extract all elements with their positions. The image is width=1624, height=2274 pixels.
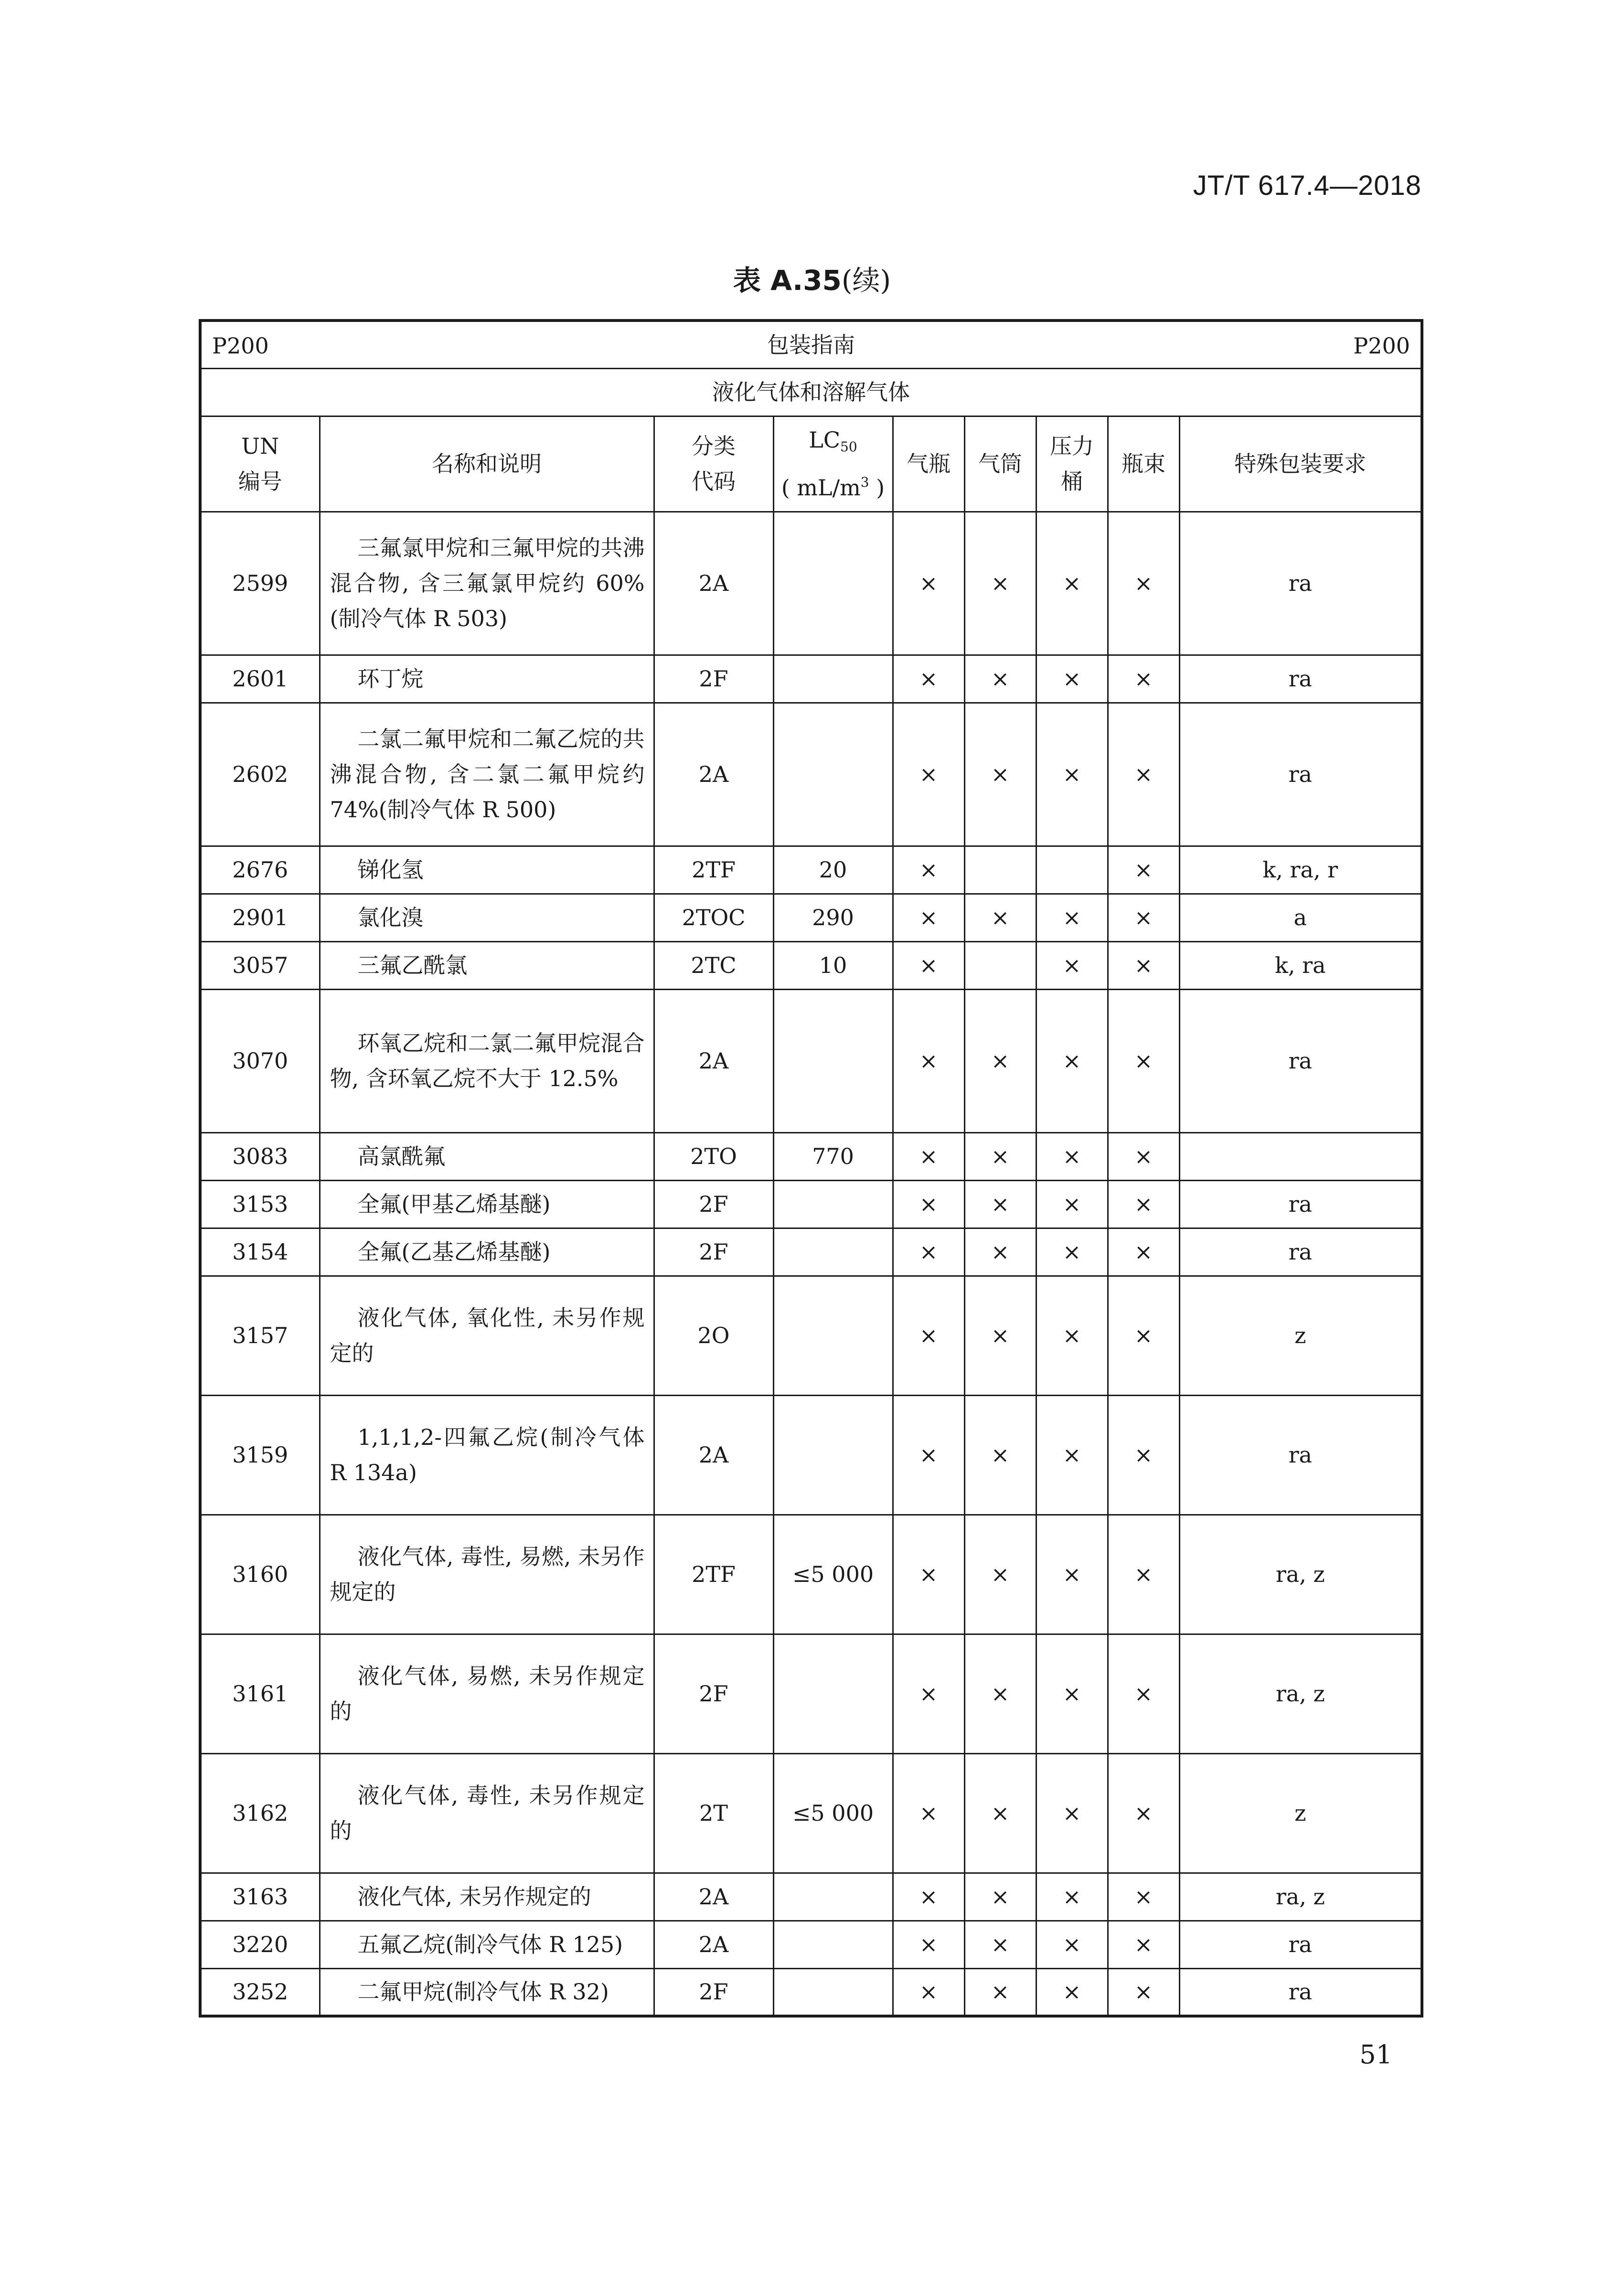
bundle-mark: × [1108, 894, 1179, 941]
class-code: 2TOC [654, 894, 773, 941]
table-row [200, 703, 1422, 846]
class-code: 2TC [654, 941, 773, 989]
un-number: 3159 [200, 1395, 320, 1515]
standard-code: JT/T 617.4—2018 [1193, 170, 1421, 201]
bundle-mark: × [1108, 989, 1179, 1132]
pressure-drum-mark: × [1036, 989, 1108, 1132]
pressure-drum-mark: × [1036, 703, 1108, 846]
tube-mark: × [964, 1921, 1036, 1968]
cylinder-mark: × [893, 989, 964, 1132]
cylinder-mark: × [893, 1968, 964, 2016]
bundle-mark: × [1108, 1753, 1179, 1873]
special-requirement: ra [1179, 512, 1422, 655]
special-requirement: z [1179, 1276, 1422, 1395]
col-class-code: 分类 代码 [654, 416, 773, 512]
un-number: 3057 [200, 941, 320, 989]
section-title: 液化气体和溶解气体 [200, 368, 1422, 416]
class-code: 2F [654, 1180, 773, 1228]
un-number: 3160 [200, 1515, 320, 1634]
tube-mark: × [964, 703, 1036, 846]
class-code: 2A [654, 1873, 773, 1921]
tube-mark: × [964, 1515, 1036, 1634]
pressure-drum-mark: × [1036, 1921, 1108, 1968]
special-requirement [1179, 1132, 1422, 1180]
table-title-suffix: (续) [841, 264, 891, 297]
pressure-drum-mark: × [1036, 1228, 1108, 1276]
class-code: 2F [654, 1968, 773, 2016]
substance-name: 高氯酰氟 [320, 1132, 654, 1180]
table-title [0, 258, 1624, 298]
table-row [200, 1873, 1422, 1921]
col-name: 名称和说明 [320, 416, 654, 512]
lc50-value [773, 1276, 893, 1395]
table-title-label: 表 A.35 [733, 264, 842, 297]
cylinder-mark: × [893, 941, 964, 989]
special-requirement: k, ra [1179, 941, 1422, 989]
substance-name: 液化气体, 氧化性, 未另作规定的 [320, 1276, 654, 1395]
class-code: 2A [654, 512, 773, 655]
table-row [200, 1228, 1422, 1276]
col-special-requirements: 特殊包装要求 [1179, 416, 1422, 512]
special-requirement: ra, z [1179, 1634, 1422, 1753]
cylinder-mark: × [893, 1873, 964, 1921]
class-code: 2TO [654, 1132, 773, 1180]
bundle-mark: × [1108, 1180, 1179, 1228]
substance-name: 液化气体, 易燃, 未另作规定的 [320, 1634, 654, 1753]
table-row [200, 1921, 1422, 1968]
pressure-drum-mark: × [1036, 894, 1108, 941]
class-code: 2A [654, 1921, 773, 1968]
substance-name: 环丁烷 [320, 655, 654, 703]
bundle-mark: × [1108, 512, 1179, 655]
bundle-mark: × [1108, 941, 1179, 989]
table-row [200, 1276, 1422, 1395]
substance-name: 锑化氢 [320, 846, 654, 894]
tube-mark: × [964, 1968, 1036, 2016]
table-header-row [200, 320, 1422, 368]
cylinder-mark: × [893, 894, 964, 941]
cylinder-mark: × [893, 1634, 964, 1753]
cylinder-mark: × [893, 1515, 964, 1634]
bundle-mark: × [1108, 1921, 1179, 1968]
lc50-value [773, 1180, 893, 1228]
section-row [200, 368, 1422, 416]
substance-name: 二氯二氟甲烷和二氟乙烷的共沸混合物, 含二氯二氟甲烷约 74%(制冷气体 R 500) [320, 703, 654, 846]
un-number: 2601 [200, 655, 320, 703]
table-row [200, 941, 1422, 989]
class-code: 2T [654, 1753, 773, 1873]
pressure-drum-mark: × [1036, 655, 1108, 703]
table-row [200, 1753, 1422, 1873]
table-row [200, 846, 1422, 894]
cylinder-mark: × [893, 1132, 964, 1180]
tube-mark: × [964, 655, 1036, 703]
special-requirement: ra [1179, 1395, 1422, 1515]
bundle-mark: × [1108, 1228, 1179, 1276]
lc50-value [773, 1228, 893, 1276]
pressure-drum-mark: × [1036, 1276, 1108, 1395]
table-row [200, 894, 1422, 941]
special-requirement: ra [1179, 989, 1422, 1132]
substance-name: 液化气体, 未另作规定的 [320, 1873, 654, 1921]
un-number: 2599 [200, 512, 320, 655]
col-bundle: 瓶束 [1108, 416, 1179, 512]
header-right-code: P200 [1353, 333, 1410, 359]
lc50-value [773, 655, 893, 703]
table-row [200, 1132, 1422, 1180]
tube-mark [964, 941, 1036, 989]
un-number: 3161 [200, 1634, 320, 1753]
special-requirement: a [1179, 894, 1422, 941]
special-requirement: ra [1179, 703, 1422, 846]
pressure-drum-mark: × [1036, 1132, 1108, 1180]
lc50-value [773, 989, 893, 1132]
pressure-drum-mark: × [1036, 512, 1108, 655]
lc50-value: 770 [773, 1132, 893, 1180]
special-requirement: ra [1179, 1921, 1422, 1968]
lc50-value: ≤5 000 [773, 1753, 893, 1873]
lc50-value [773, 1921, 893, 1968]
un-number: 3157 [200, 1276, 320, 1395]
cylinder-mark: × [893, 1228, 964, 1276]
lc50-value: 290 [773, 894, 893, 941]
special-requirement: k, ra, r [1179, 846, 1422, 894]
pressure-drum-mark: × [1036, 1395, 1108, 1515]
bundle-mark: × [1108, 655, 1179, 703]
pressure-drum-mark: × [1036, 1180, 1108, 1228]
un-number: 3154 [200, 1228, 320, 1276]
cylinder-mark: × [893, 1180, 964, 1228]
special-requirement: ra, z [1179, 1873, 1422, 1921]
pressure-drum-mark: × [1036, 1968, 1108, 2016]
special-requirement: ra [1179, 655, 1422, 703]
substance-name: 三氟氯甲烷和三氟甲烷的共沸混合物, 含三氟氯甲烷约 60%(制冷气体 R 503) [320, 512, 654, 655]
un-number: 3083 [200, 1132, 320, 1180]
lc50-value: ≤5 000 [773, 1515, 893, 1634]
table-row [200, 1395, 1422, 1515]
substance-name: 液化气体, 毒性, 未另作规定的 [320, 1753, 654, 1873]
cylinder-mark: × [893, 1921, 964, 1968]
substance-name: 全氟(乙基乙烯基醚) [320, 1228, 654, 1276]
pressure-drum-mark: × [1036, 1753, 1108, 1873]
lc50-value [773, 512, 893, 655]
bundle-mark: × [1108, 1873, 1179, 1921]
special-requirement: ra [1179, 1228, 1422, 1276]
class-code: 2F [654, 1634, 773, 1753]
un-number: 3153 [200, 1180, 320, 1228]
bundle-mark: × [1108, 1395, 1179, 1515]
un-number: 3163 [200, 1873, 320, 1921]
class-code: 2TF [654, 1515, 773, 1634]
tube-mark: × [964, 1395, 1036, 1515]
cylinder-mark: × [893, 703, 964, 846]
column-header-row [200, 416, 1422, 512]
tube-mark: × [964, 1132, 1036, 1180]
cylinder-mark: × [893, 846, 964, 894]
tube-mark: × [964, 512, 1036, 655]
pressure-drum-mark: × [1036, 941, 1108, 989]
lc50-value: 10 [773, 941, 893, 989]
pressure-drum-mark [1036, 846, 1108, 894]
col-tube: 气筒 [964, 416, 1036, 512]
packing-instruction-table [199, 319, 1423, 2018]
lc50-value [773, 703, 893, 846]
cylinder-mark: × [893, 655, 964, 703]
tube-mark: × [964, 1228, 1036, 1276]
table-row [200, 1634, 1422, 1753]
bundle-mark: × [1108, 1276, 1179, 1395]
tube-mark: × [964, 989, 1036, 1132]
substance-name: 三氟乙酰氯 [320, 941, 654, 989]
class-code: 2A [654, 1395, 773, 1515]
lc50-value: 20 [773, 846, 893, 894]
substance-name: 1,1,1,2-四氟乙烷(制冷气体 R 134a) [320, 1395, 654, 1515]
col-lc50: $LC_{50}$ ( $mL/m^3$ ) [773, 416, 893, 512]
table-row [200, 1515, 1422, 1634]
substance-name: 液化气体, 毒性, 易燃, 未另作规定的 [320, 1515, 654, 1634]
un-number: 2901 [200, 894, 320, 941]
pressure-drum-mark: × [1036, 1515, 1108, 1634]
col-cylinder: 气瓶 [893, 416, 964, 512]
bundle-mark: × [1108, 846, 1179, 894]
special-requirement: z [1179, 1753, 1422, 1873]
lc50-value [773, 1395, 893, 1515]
class-code: 2F [654, 1228, 773, 1276]
bundle-mark: × [1108, 1634, 1179, 1753]
tube-mark: × [964, 1180, 1036, 1228]
un-number: 3162 [200, 1753, 320, 1873]
class-code: 2A [654, 703, 773, 846]
table-row [200, 1180, 1422, 1228]
un-number: 3070 [200, 989, 320, 1132]
special-requirement: ra [1179, 1968, 1422, 2016]
tube-mark: × [964, 894, 1036, 941]
lc50-value [773, 1634, 893, 1753]
lc50-value [773, 1873, 893, 1921]
cylinder-mark: × [893, 1753, 964, 1873]
class-code: 2A [654, 989, 773, 1132]
col-un: UN 编号 [200, 416, 320, 512]
special-requirement: ra, z [1179, 1515, 1422, 1634]
substance-name: 氯化溴 [320, 894, 654, 941]
header-left-code: P200 [212, 333, 269, 359]
substance-name: 环氧乙烷和二氯二氟甲烷混合物, 含环氧乙烷不大于 12.5% [320, 989, 654, 1132]
class-code: 2F [654, 655, 773, 703]
un-number: 3220 [200, 1921, 320, 1968]
un-number: 2602 [200, 703, 320, 846]
table-row [200, 989, 1422, 1132]
header-center-title: 包装指南 [767, 331, 855, 358]
bundle-mark: × [1108, 703, 1179, 846]
page-number: 51 [1359, 2039, 1392, 2070]
pressure-drum-mark: × [1036, 1634, 1108, 1753]
un-number: 3252 [200, 1968, 320, 2016]
col-pressure-drum: 压力桶 [1036, 416, 1108, 512]
substance-name: 全氟(甲基乙烯基醚) [320, 1180, 654, 1228]
tube-mark: × [964, 1634, 1036, 1753]
tube-mark: × [964, 1753, 1036, 1873]
table-row [200, 1968, 1422, 2016]
cylinder-mark: × [893, 1395, 964, 1515]
substance-name: 五氟乙烷(制冷气体 R 125) [320, 1921, 654, 1968]
tube-mark [964, 846, 1036, 894]
class-code: 2O [654, 1276, 773, 1395]
table-header-cell [200, 320, 1422, 368]
tube-mark: × [964, 1276, 1036, 1395]
lc50-value [773, 1968, 893, 2016]
cylinder-mark: × [893, 512, 964, 655]
tube-mark: × [964, 1873, 1036, 1921]
bundle-mark: × [1108, 1515, 1179, 1634]
special-requirement: ra [1179, 1180, 1422, 1228]
table-row [200, 655, 1422, 703]
table-row [200, 512, 1422, 655]
substance-name: 二氟甲烷(制冷气体 R 32) [320, 1968, 654, 2016]
un-number: 2676 [200, 846, 320, 894]
pressure-drum-mark: × [1036, 1873, 1108, 1921]
bundle-mark: × [1108, 1132, 1179, 1180]
cylinder-mark: × [893, 1276, 964, 1395]
class-code: 2TF [654, 846, 773, 894]
bundle-mark: × [1108, 1968, 1179, 2016]
